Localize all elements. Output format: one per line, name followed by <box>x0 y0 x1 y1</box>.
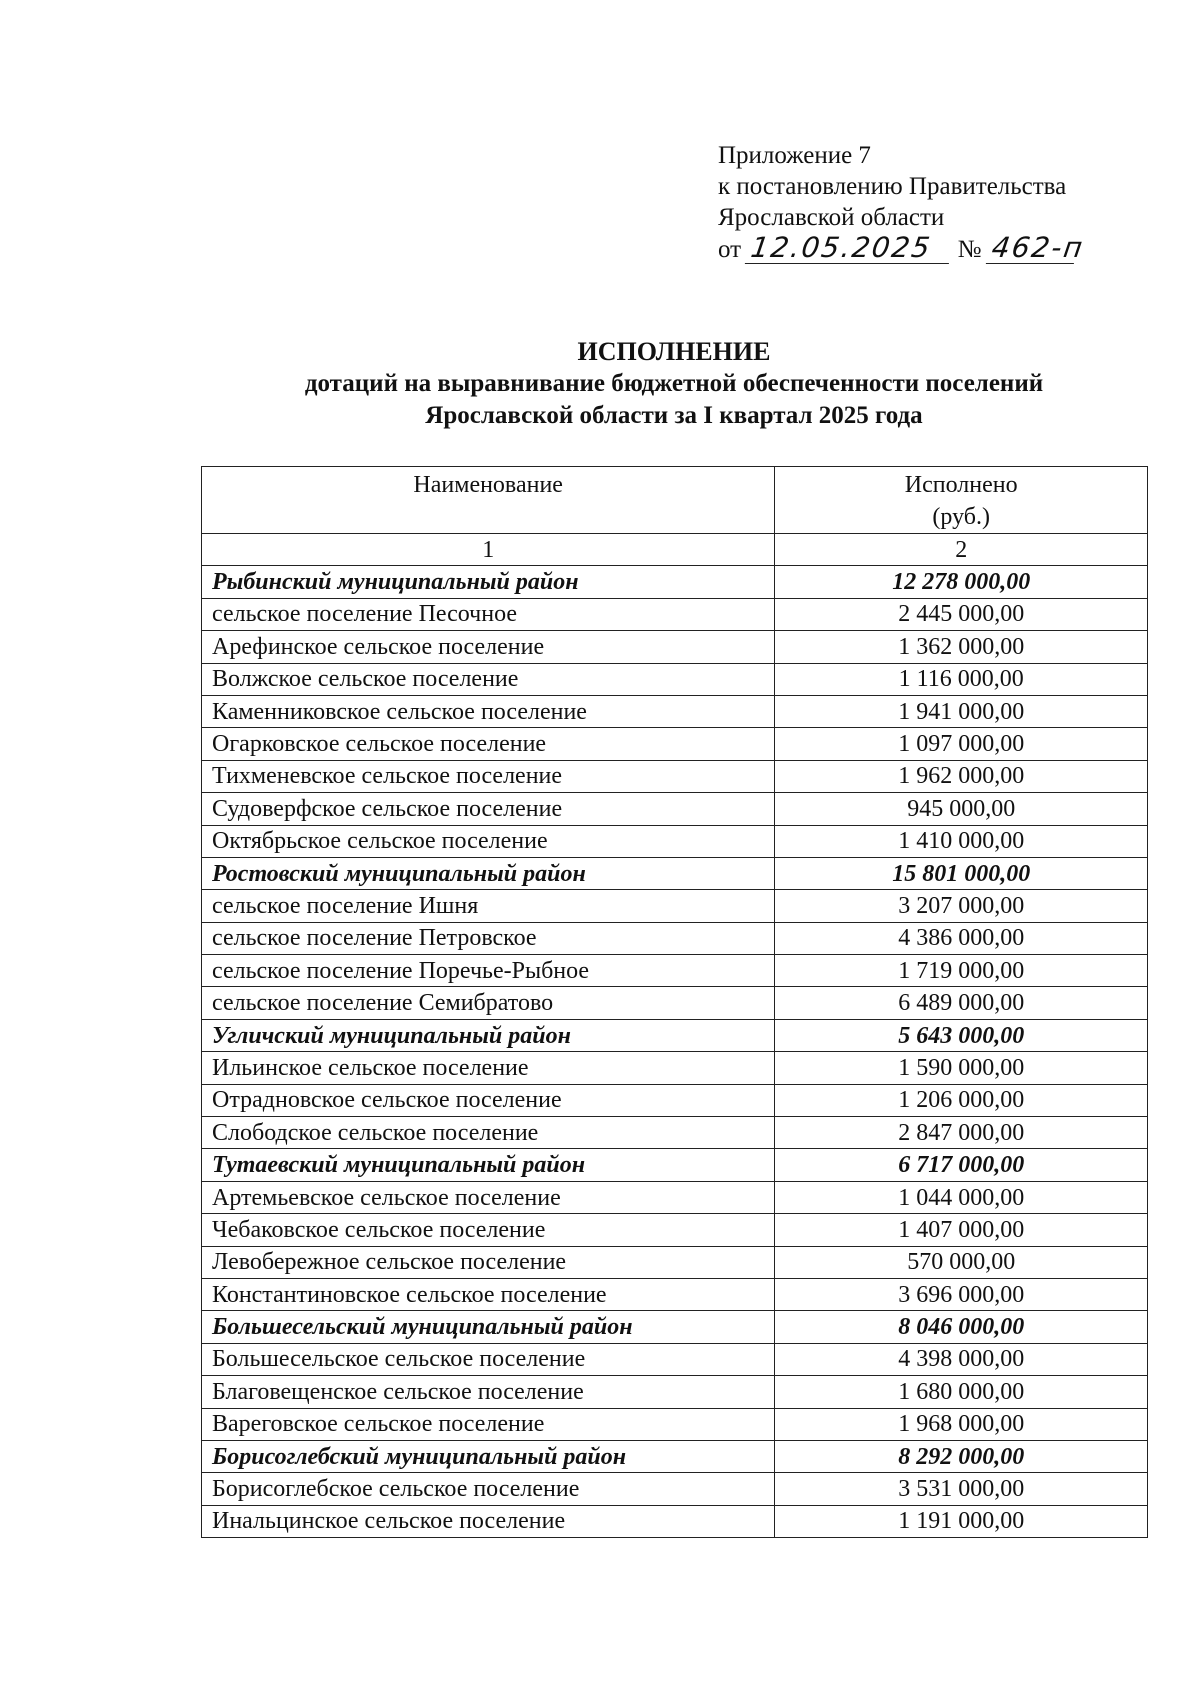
settlement-amount: 2 847 000,00 <box>775 1117 1148 1149</box>
settlement-amount: 1 407 000,00 <box>775 1214 1148 1246</box>
district-name: Борисоглебский муниципальный район <box>202 1440 775 1472</box>
district-row <box>202 566 1148 598</box>
settlement-name: Волжское сельское поселение <box>202 663 775 695</box>
settlement-name: сельское поселение Петровское <box>202 922 775 954</box>
settlement-name: Судоверфское сельское поселение <box>202 793 775 825</box>
settlement-amount: 1 097 000,00 <box>775 728 1148 760</box>
table-index-row <box>202 534 1148 566</box>
settlement-row <box>202 793 1148 825</box>
settlement-name: Артемьевское сельское поселение <box>202 1181 775 1213</box>
settlement-name: Инальцинское сельское поселение <box>202 1505 775 1537</box>
appendix-header <box>718 140 1087 265</box>
column-header-amount-line-1: Исполнено <box>904 472 1018 498</box>
settlement-amount: 1 962 000,00 <box>775 760 1148 792</box>
district-amount: 12 278 000,00 <box>775 566 1148 598</box>
appendix-date-line <box>718 231 1087 265</box>
district-row <box>202 1149 1148 1181</box>
appendix-line-3: Ярославской области <box>718 204 945 231</box>
settlement-row <box>202 1505 1148 1537</box>
document-title <box>0 336 1200 432</box>
settlement-row <box>202 663 1148 695</box>
settlement-amount: 1 719 000,00 <box>775 955 1148 987</box>
title-line-1: ИСПОЛНЕНИЕ <box>577 337 771 366</box>
settlement-row <box>202 987 1148 1019</box>
column-header-amount-line-2: (руб.) <box>932 504 990 530</box>
settlement-row <box>202 922 1148 954</box>
settlement-amount: 2 445 000,00 <box>775 598 1148 630</box>
settlement-row <box>202 1052 1148 1084</box>
settlement-name: Левобережное сельское поселение <box>202 1246 775 1278</box>
settlement-name: Слободское сельское поселение <box>202 1117 775 1149</box>
district-name: Ростовский муниципальный район <box>202 857 775 889</box>
title-line-2: дотаций на выравнивание бюджетной обеспеченности поселений <box>304 370 1044 397</box>
settlement-name: сельское поселение Поречье-Рыбное <box>202 955 775 987</box>
settlement-row <box>202 598 1148 630</box>
settlement-name: Каменниковское сельское поселение <box>202 695 775 727</box>
settlement-amount: 3 696 000,00 <box>775 1278 1148 1310</box>
settlement-name: Чебаковское сельское поселение <box>202 1214 775 1246</box>
column-index-2: 2 <box>775 534 1148 566</box>
settlement-amount: 3 531 000,00 <box>775 1473 1148 1505</box>
table-header-row <box>202 467 1148 534</box>
settlement-name: сельское поселение Ишня <box>202 890 775 922</box>
settlement-row <box>202 631 1148 663</box>
settlement-row <box>202 1343 1148 1375</box>
settlement-row <box>202 955 1148 987</box>
district-row <box>202 1440 1148 1472</box>
settlement-amount: 1 116 000,00 <box>775 663 1148 695</box>
settlement-amount: 1 680 000,00 <box>775 1376 1148 1408</box>
settlement-amount: 1 590 000,00 <box>775 1052 1148 1084</box>
settlement-amount: 945 000,00 <box>775 793 1148 825</box>
settlement-row <box>202 1376 1148 1408</box>
district-row <box>202 857 1148 889</box>
settlement-name: Отрадновское сельское поселение <box>202 1084 775 1116</box>
settlement-amount: 1 191 000,00 <box>775 1505 1148 1537</box>
district-amount: 6 717 000,00 <box>775 1149 1148 1181</box>
settlement-amount: 1 206 000,00 <box>775 1084 1148 1116</box>
district-name: Тутаевский муниципальный район <box>202 1149 775 1181</box>
settlement-name: Тихменевское сельское поселение <box>202 760 775 792</box>
settlement-row <box>202 728 1148 760</box>
district-name: Угличский муниципальный район <box>202 1019 775 1051</box>
settlement-name: Огарковское сельское поселение <box>202 728 775 760</box>
settlement-amount: 1 044 000,00 <box>775 1181 1148 1213</box>
settlement-amount: 4 386 000,00 <box>775 922 1148 954</box>
number-prefix: № <box>957 236 982 263</box>
settlement-name: Константиновское сельское поселение <box>202 1278 775 1310</box>
settlement-amount: 570 000,00 <box>775 1246 1148 1278</box>
settlement-amount: 1 410 000,00 <box>775 825 1148 857</box>
settlement-row <box>202 1214 1148 1246</box>
appendix-line-1: Приложение 7 <box>718 142 871 169</box>
settlement-amount: 6 489 000,00 <box>775 987 1148 1019</box>
district-amount: 8 046 000,00 <box>775 1311 1148 1343</box>
handwritten-number: 462-п <box>986 233 1078 264</box>
settlement-name: Большесельское сельское поселение <box>202 1343 775 1375</box>
settlement-amount: 1 941 000,00 <box>775 695 1148 727</box>
settlement-row <box>202 890 1148 922</box>
settlement-amount: 3 207 000,00 <box>775 890 1148 922</box>
settlement-row <box>202 1408 1148 1440</box>
settlement-row <box>202 1084 1148 1116</box>
settlement-name: Арефинское сельское поселение <box>202 631 775 663</box>
district-row <box>202 1019 1148 1051</box>
settlement-row <box>202 825 1148 857</box>
title-line-3: Ярославской области за I квартал 2025 года <box>425 402 923 429</box>
table-body <box>202 566 1148 1538</box>
settlement-name: Ильинское сельское поселение <box>202 1052 775 1084</box>
settlement-row <box>202 1473 1148 1505</box>
settlement-row <box>202 1246 1148 1278</box>
handwritten-date: 12.05.2025 <box>745 233 953 264</box>
settlement-row <box>202 695 1148 727</box>
column-index-1: 1 <box>202 534 775 566</box>
column-header-name: Наименование <box>202 467 775 534</box>
settlement-amount: 1 362 000,00 <box>775 631 1148 663</box>
settlement-row <box>202 1117 1148 1149</box>
district-amount: 8 292 000,00 <box>775 1440 1148 1472</box>
district-amount: 5 643 000,00 <box>775 1019 1148 1051</box>
settlement-name: сельское поселение Семибратово <box>202 987 775 1019</box>
district-row <box>202 1311 1148 1343</box>
district-amount: 15 801 000,00 <box>775 857 1148 889</box>
settlement-row <box>202 760 1148 792</box>
appendix-line-2: к постановлению Правительства <box>718 173 1067 200</box>
date-prefix: от <box>718 236 742 263</box>
district-name: Рыбинский муниципальный район <box>202 566 775 598</box>
settlement-row <box>202 1181 1148 1213</box>
settlement-name: Борисоглебское сельское поселение <box>202 1473 775 1505</box>
settlement-amount: 4 398 000,00 <box>775 1343 1148 1375</box>
settlement-amount: 1 968 000,00 <box>775 1408 1148 1440</box>
settlement-row <box>202 1278 1148 1310</box>
settlement-name: Октябрьское сельское поселение <box>202 825 775 857</box>
column-header-amount <box>775 467 1148 534</box>
settlement-name: Вареговское сельское поселение <box>202 1408 775 1440</box>
subsidy-table <box>201 466 1148 1538</box>
district-name: Большесельский муниципальный район <box>202 1311 775 1343</box>
settlement-name: сельское поселение Песочное <box>202 598 775 630</box>
settlement-name: Благовещенское сельское поселение <box>202 1376 775 1408</box>
